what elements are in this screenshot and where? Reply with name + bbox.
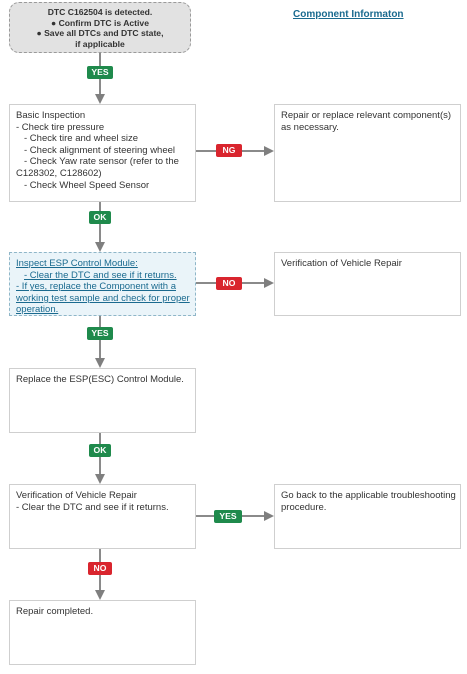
go-back-box — [274, 484, 461, 549]
box-line: - Clear the DTC and see if it returns. — [24, 269, 177, 281]
verification-box-1 — [274, 252, 461, 316]
box-line: procedure. — [281, 501, 327, 513]
start-line: if applicable — [75, 38, 125, 49]
box-line: - Check Yaw rate sensor (refer to the — [24, 156, 179, 168]
box-line: - If yes, replace the Component with a — [16, 281, 176, 293]
yes-badge: YES — [87, 327, 113, 340]
basic-inspection-box — [9, 104, 196, 202]
box-line: working test sample and check for proper — [16, 292, 190, 304]
inspect-esp-link[interactable]: Inspect ESP Control Module: — [16, 258, 138, 269]
box-line: Basic Inspection — [16, 110, 86, 121]
ok-badge: OK — [89, 444, 111, 457]
component-information-link[interactable]: Component Informaton — [293, 9, 404, 20]
no-badge: NO — [216, 277, 242, 290]
box-line: - Check Wheel Speed Sensor — [24, 179, 150, 191]
box-line: Go back to the applicable troubleshooting — [281, 490, 456, 501]
repair-completed-box — [9, 600, 196, 665]
box-line: as necessary. — [281, 121, 339, 133]
box-line: - Clear the DTC and see if it returns. — [16, 501, 169, 513]
box-line: - Check tire pressure — [16, 121, 105, 133]
start-node-dtc-detected — [9, 2, 191, 53]
box-line: Repair completed. — [16, 606, 94, 617]
ng-badge: NG — [216, 144, 242, 157]
replace-esp-module-box — [9, 368, 196, 433]
box-line: Repair or replace relevant component(s) — [281, 110, 452, 121]
start-line: DTC C162504 is detected. — [47, 7, 153, 17]
ok-badge: OK — [89, 211, 111, 224]
box-line: Verification of Vehicle Repair — [281, 258, 402, 269]
verification-box-2 — [9, 484, 196, 549]
repair-replace-box — [274, 104, 461, 202]
box-line: operation. — [16, 304, 59, 316]
box-line: Replace the ESP(ESC) Control Module. — [16, 374, 184, 385]
yes-badge: YES — [214, 510, 242, 523]
inspect-esp-module-box — [9, 252, 196, 316]
no-badge: NO — [88, 562, 112, 575]
box-line: C128302, C128602) — [16, 167, 102, 179]
box-line: - Check alignment of steering wheel — [24, 144, 176, 156]
yes-badge: YES — [87, 66, 113, 79]
box-line: - Check tire and wheel size — [24, 133, 139, 145]
box-line: Verification of Vehicle Repair — [16, 490, 137, 501]
start-line: ● Save all DTCs and DTC state, — [36, 28, 164, 39]
start-line: ● Confirm DTC is Active — [51, 17, 149, 28]
